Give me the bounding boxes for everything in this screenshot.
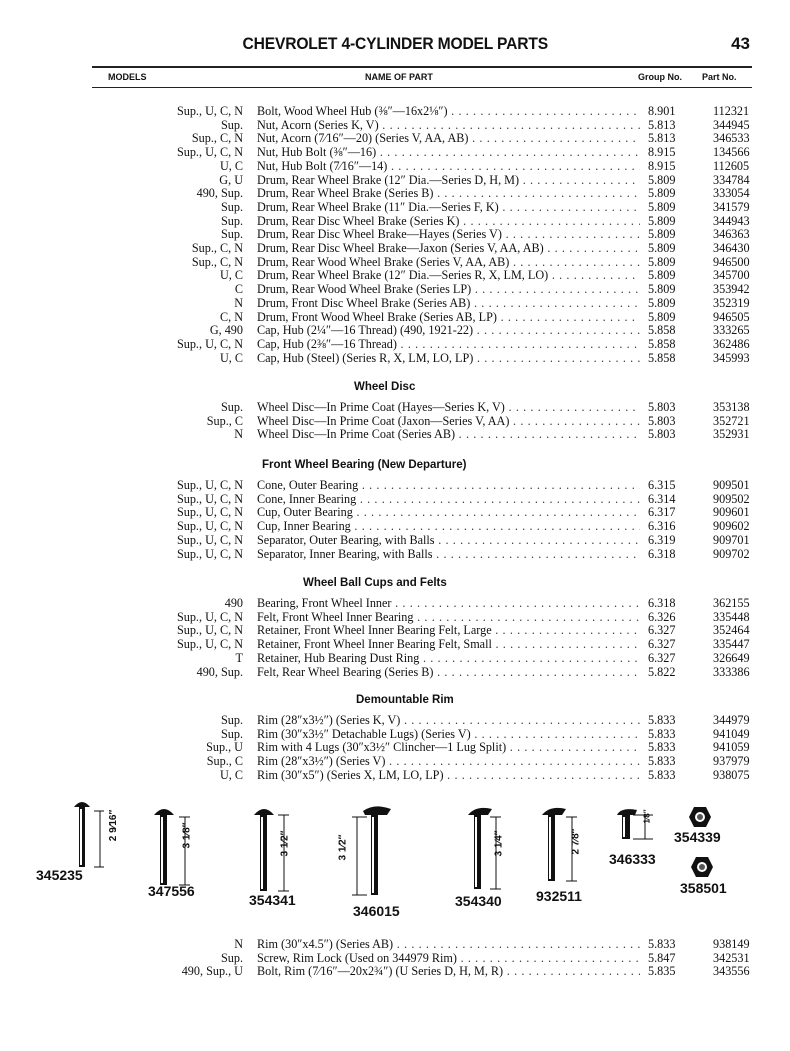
figure-dimension: 2 9⁄16″	[108, 809, 120, 842]
table-row	[100, 338, 760, 351]
section-heading: Front Wheel Bearing (New Departure)	[262, 459, 467, 471]
part-name-cell: Drum, Rear Wheel Brake (12″ Dia.—Series D, H, M) . . .	[257, 174, 640, 187]
table-row	[100, 105, 760, 118]
models-cell: Sup., U, C, N	[176, 336, 243, 351]
column-header-models: MODELS	[108, 72, 147, 82]
table-row	[100, 415, 760, 428]
part-number-cell: 341579	[713, 199, 750, 214]
table-row	[100, 624, 760, 637]
group-number-cell: 5.809	[648, 295, 676, 310]
models-cell: Sup., C, N	[191, 131, 243, 146]
part-number-cell: 353138	[713, 400, 750, 414]
table-row	[100, 324, 760, 337]
part-name-cell: Cup, Outer Bearing . . .	[257, 506, 640, 519]
table-row	[100, 952, 760, 965]
table-row	[100, 297, 760, 310]
page-title-text: CHEVROLET 4-CYLINDER MODEL PARTS	[242, 34, 548, 53]
models-cell: Sup.	[220, 199, 243, 214]
section-heading: Wheel Disc	[354, 381, 416, 393]
group-number-cell: 5.858	[648, 350, 676, 365]
part-name-cell: Rim (28″x3½″) (Series K, V) . . .	[257, 714, 640, 727]
group-number-cell: 5.803	[648, 427, 676, 442]
part-number-cell: 326649	[713, 650, 750, 665]
table-row	[100, 520, 760, 533]
models-cell: 490, Sup., U	[181, 964, 243, 979]
part-name-cell: Screw, Rim Lock (Used on 344979 Rim) . . .	[257, 952, 640, 965]
models-cell: T	[235, 650, 243, 665]
part-name-cell: Rim (30″x5″) (Series X, LM, LO, LP) . . .	[257, 769, 640, 782]
group-number-cell: 6.316	[648, 519, 676, 534]
models-cell: Sup., C	[206, 413, 243, 428]
group-number-cell: 5.809	[648, 199, 676, 214]
group-number-cell: 5.835	[648, 964, 676, 979]
group-number-cell: 5.809	[648, 186, 676, 201]
part-name-cell: Retainer, Hub Bearing Dust Ring . . .	[257, 652, 640, 665]
group-number-cell: 6.327	[648, 650, 676, 665]
table-row	[100, 534, 760, 547]
models-cell: Sup., U, C, N	[176, 519, 243, 534]
table-row	[100, 714, 760, 727]
figure-part-number: 358501	[680, 880, 727, 896]
part-number-cell: 333386	[713, 664, 750, 679]
models-cell: Sup., U, C, N	[176, 505, 243, 520]
models-cell: U, C	[219, 767, 243, 782]
table-row	[100, 652, 760, 665]
table-row	[100, 548, 760, 561]
part-number-cell: 909501	[713, 478, 750, 492]
models-cell: Sup., U, C, N	[176, 623, 243, 638]
part-name-cell: Drum, Rear Disc Wheel Brake (Series K) . . .	[257, 215, 640, 228]
part-name-cell: Bolt, Wood Wheel Hub (⅜″—16x2⅛″) . . .	[257, 105, 640, 118]
table-row	[100, 269, 760, 282]
models-cell: 490, Sup.	[196, 186, 243, 201]
part-number-cell: 112321	[713, 104, 750, 118]
models-cell: Sup., U, C, N	[176, 478, 243, 492]
part-number-cell: 346363	[713, 227, 750, 242]
part-number-cell: 909601	[713, 505, 750, 520]
group-number-cell: 5.833	[648, 740, 676, 755]
part-name-cell: Wheel Disc—In Prime Coat (Series AB) . . .	[257, 428, 640, 441]
part-number-cell: 342531	[713, 950, 750, 965]
part-number-cell: 909702	[713, 546, 750, 561]
models-cell: N	[234, 937, 243, 951]
part-name-cell: Drum, Rear Wheel Brake (Series B) . . .	[257, 187, 640, 200]
models-cell: Sup., U, C, N	[176, 491, 243, 506]
group-number-cell: 6.326	[648, 609, 676, 624]
models-cell: Sup., C, N	[191, 241, 243, 255]
carriage-bolt-icon	[250, 803, 300, 895]
models-cell: Sup., U, C, N	[176, 532, 243, 547]
part-number-cell: 335448	[713, 609, 750, 624]
group-number-cell: 6.315	[648, 478, 676, 492]
table-row	[100, 132, 760, 145]
group-number-cell: 5.833	[648, 726, 676, 741]
figure-part-number: 354340	[455, 893, 502, 909]
column-header-group: Group No.	[638, 72, 682, 82]
table-row	[100, 965, 760, 978]
part-name-cell: Separator, Inner Bearing, with Balls . . .	[257, 548, 640, 561]
group-number-cell: 5.822	[648, 664, 676, 679]
part-number-cell: 334784	[713, 172, 750, 187]
table-row	[100, 728, 760, 741]
part-number-cell: 345993	[713, 350, 750, 365]
part-number-cell: 938149	[713, 937, 750, 951]
step-bolt-icon	[466, 805, 516, 893]
group-number-cell: 5.833	[648, 767, 676, 782]
part-number-cell: 909502	[713, 491, 750, 506]
table-row	[100, 228, 760, 241]
group-number-cell: 6.327	[648, 637, 676, 652]
part-number-cell: 352931	[713, 427, 750, 442]
part-name-cell: Rim (30″x3½″ Detachable Lugs) (Series V) . . .	[257, 728, 640, 741]
table-row	[100, 215, 760, 228]
table-row	[100, 401, 760, 414]
group-number-cell: 5.833	[648, 937, 676, 951]
table-row	[100, 311, 760, 324]
models-cell: N	[234, 295, 243, 310]
table-row	[100, 201, 760, 214]
models-cell: Sup.	[220, 400, 243, 414]
group-number-cell: 6.314	[648, 491, 676, 506]
table-row	[100, 741, 760, 754]
table-row	[100, 187, 760, 200]
group-number-cell: 5.809	[648, 213, 676, 228]
group-number-cell: 8.901	[648, 104, 676, 118]
figure-dimension: 1⁄8″	[642, 809, 652, 824]
part-name-cell: Rim (28″x3½″) (Series V) . . .	[257, 755, 640, 768]
part-number-cell: 941059	[713, 740, 750, 755]
table-row	[100, 146, 760, 159]
group-number-cell: 5.847	[648, 950, 676, 965]
part-number-cell: 362155	[713, 596, 750, 610]
table-row	[100, 938, 760, 951]
part-name-cell: Rim (30″x4.5″) (Series AB) . . .	[257, 938, 640, 951]
table-row	[100, 428, 760, 441]
part-name-cell: Nut, Hub Bolt (7⁄16″—14) . . .	[257, 160, 640, 173]
models-cell: 490, Sup.	[196, 664, 243, 679]
models-cell: 490	[224, 596, 243, 610]
group-number-cell: 5.809	[648, 282, 676, 297]
table-row	[100, 160, 760, 173]
part-name-cell: Retainer, Front Wheel Inner Bearing Felt, Large . . .	[257, 624, 640, 637]
group-number-cell: 5.809	[648, 268, 676, 283]
models-cell: Sup., U, C, N	[176, 637, 243, 652]
part-name-cell: Drum, Rear Wood Wheel Brake (Series V, AA, AB) . . .	[257, 256, 640, 269]
part-name-cell: Cap, Hub (Steel) (Series R, X, LM, LO, LP) . . .	[257, 352, 640, 365]
figure-dimension: 3 1⁄2″	[279, 830, 291, 857]
table-row	[100, 493, 760, 506]
part-name-cell: Separator, Outer Bearing, with Balls . . .	[257, 534, 640, 547]
part-name-cell: Cone, Inner Bearing . . .	[257, 493, 640, 506]
figure-dimension: 2 7⁄8″	[570, 828, 582, 855]
group-number-cell: 5.833	[648, 713, 676, 727]
part-number-cell: 909602	[713, 519, 750, 534]
part-name-cell: Drum, Rear Wood Wheel Brake (Series LP) . . .	[257, 283, 640, 296]
part-name-cell: Drum, Rear Wheel Brake (12″ Dia.—Series R, X, LM, LO) . . .	[257, 269, 640, 282]
part-number-cell: 344943	[713, 213, 750, 228]
figure-dimension: 3 1⁄4″	[493, 830, 505, 857]
part-number-cell: 333265	[713, 323, 750, 338]
group-number-cell: 5.858	[648, 323, 676, 338]
part-number-cell: 352319	[713, 295, 750, 310]
part-number-cell: 346533	[713, 131, 750, 146]
part-name-cell: Drum, Front Wood Wheel Brake (Series AB, LP) . . .	[257, 311, 640, 324]
figure-part-number: 354341	[249, 892, 296, 908]
table-row	[100, 611, 760, 624]
table-row	[100, 352, 760, 365]
table-row	[100, 755, 760, 768]
group-number-cell: 5.809	[648, 241, 676, 255]
models-cell: G, U	[219, 172, 243, 187]
part-name-cell: Cap, Hub (2⅜″—16 Thread) . . .	[257, 338, 640, 351]
part-number-cell: 344979	[713, 713, 750, 727]
part-name-cell: Retainer, Front Wheel Inner Bearing Felt, Small . . .	[257, 638, 640, 651]
part-number-cell: 134566	[713, 145, 750, 160]
models-cell: Sup., U, C, N	[176, 609, 243, 624]
table-row	[100, 638, 760, 651]
group-number-cell: 6.319	[648, 532, 676, 547]
part-name-cell: Drum, Rear Disc Wheel Brake—Jaxon (Series V, AA, AB) . . .	[257, 242, 640, 255]
part-name-cell: Cap, Hub (2¼″—16 Thread) (490, 1921-22) . . .	[257, 324, 640, 337]
group-number-cell: 5.809	[648, 227, 676, 242]
table-row	[100, 479, 760, 492]
table-row	[100, 769, 760, 782]
section-heading: Wheel Ball Cups and Felts	[303, 577, 447, 589]
group-number-cell: 5.803	[648, 413, 676, 428]
figure-part-number: 932511	[536, 888, 582, 904]
table-row	[100, 174, 760, 187]
figure-dimension: 3 1⁄8″	[181, 822, 193, 849]
group-number-cell: 5.803	[648, 400, 676, 414]
models-cell: C	[234, 282, 243, 297]
part-name-cell: Nut, Acorn (Series K, V) . . .	[257, 119, 640, 132]
models-cell: U, C	[219, 158, 243, 173]
part-number-cell: 941049	[713, 726, 750, 741]
table-row	[100, 256, 760, 269]
hex-nut-icon	[688, 806, 712, 828]
figure-part-number: 354339	[674, 829, 721, 845]
models-cell: N	[234, 427, 243, 442]
part-number-cell: 343556	[713, 964, 750, 979]
group-number-cell: 8.915	[648, 158, 676, 173]
figure-part-number: 346015	[353, 903, 400, 919]
section-heading: Demountable Rim	[356, 694, 454, 706]
part-number-cell: 344945	[713, 117, 750, 132]
part-name-cell: Drum, Rear Wheel Brake (11″ Dia.—Series F, K) . . .	[257, 201, 640, 214]
part-number-cell: 345700	[713, 268, 750, 283]
part-name-cell: Bearing, Front Wheel Inner . . .	[257, 597, 640, 610]
figure-part-number: 346333	[609, 851, 656, 867]
part-name-cell: Cup, Inner Bearing . . .	[257, 520, 640, 533]
part-name-cell: Nut, Hub Bolt (⅜″—16) . . .	[257, 146, 640, 159]
table-row	[100, 597, 760, 610]
group-number-cell: 5.809	[648, 172, 676, 187]
step-bolt-icon	[345, 803, 395, 899]
part-number-cell: 333054	[713, 186, 750, 201]
part-number-cell: 352721	[713, 413, 750, 428]
models-cell: C, N	[219, 309, 243, 324]
models-cell: Sup., U	[206, 740, 243, 755]
carriage-bolt-icon	[150, 803, 200, 893]
group-number-cell: 8.915	[648, 145, 676, 160]
part-number-cell: 938075	[713, 767, 750, 782]
part-number-cell: 112605	[713, 158, 750, 173]
short-bolt-icon	[615, 807, 660, 843]
models-cell: Sup., U, C, N	[176, 104, 243, 118]
group-number-cell: 6.318	[648, 546, 676, 561]
part-name-cell: Wheel Disc—In Prime Coat (Hayes—Series K, V) . . .	[257, 401, 640, 414]
models-cell: Sup.	[220, 117, 243, 132]
step-bolt-icon	[540, 805, 590, 887]
group-number-cell: 5.858	[648, 336, 676, 351]
part-name-cell: Wheel Disc—In Prime Coat (Jaxon—Series V, AA) . . .	[257, 415, 640, 428]
models-cell: U, C	[219, 350, 243, 365]
page-number: 43	[731, 34, 750, 53]
models-cell: Sup., U, C, N	[176, 546, 243, 561]
part-name-cell: Cone, Outer Bearing . . .	[257, 479, 640, 492]
models-cell: Sup.	[220, 726, 243, 741]
group-number-cell: 5.809	[648, 254, 676, 269]
column-header-name: NAME OF PART	[365, 72, 433, 82]
part-name-cell: Nut, Acorn (7⁄16″—20) (Series V, AA, AB) . . .	[257, 132, 640, 145]
part-number-cell: 362486	[713, 336, 750, 351]
figure-part-number: 347556	[148, 883, 195, 899]
models-cell: Sup.	[220, 950, 243, 965]
models-cell: Sup.	[220, 713, 243, 727]
part-number-cell: 909701	[713, 532, 750, 547]
models-cell: U, C	[219, 268, 243, 283]
models-cell: Sup.	[220, 213, 243, 228]
part-number-cell: 946505	[713, 309, 750, 324]
group-number-cell: 5.809	[648, 309, 676, 324]
group-number-cell: 6.327	[648, 623, 676, 638]
table-row	[100, 283, 760, 296]
column-header-part: Part No.	[702, 72, 737, 82]
part-name-cell: Felt, Rear Wheel Bearing (Series B) . . .	[257, 666, 640, 679]
part-name-cell: Drum, Front Disc Wheel Brake (Series AB) . . .	[257, 297, 640, 310]
page-title	[32, 34, 759, 54]
table-row	[100, 506, 760, 519]
models-cell: Sup.	[220, 227, 243, 242]
models-cell: Sup., C	[206, 754, 243, 769]
models-cell: Sup., C, N	[191, 254, 243, 269]
models-cell: Sup., U, C, N	[176, 145, 243, 160]
table-row	[100, 666, 760, 679]
part-number-cell: 346430	[713, 241, 750, 255]
part-name-cell: Drum, Rear Disc Wheel Brake—Hayes (Series V) . . .	[257, 228, 640, 241]
models-cell: G, 490	[209, 323, 243, 338]
part-number-cell: 946500	[713, 254, 750, 269]
header-rule-top	[92, 66, 752, 68]
group-number-cell: 6.317	[648, 505, 676, 520]
part-name-cell: Felt, Front Wheel Inner Bearing . . .	[257, 611, 640, 624]
group-number-cell: 6.318	[648, 596, 676, 610]
part-number-cell: 353942	[713, 282, 750, 297]
group-number-cell: 5.813	[648, 131, 676, 146]
part-number-cell: 335447	[713, 637, 750, 652]
header-rule-bottom	[92, 87, 752, 88]
group-number-cell: 5.833	[648, 754, 676, 769]
table-row	[100, 242, 760, 255]
figure-dimension: 3 1⁄2″	[337, 834, 349, 861]
figure-part-number: 345235	[36, 867, 83, 883]
hex-nut-icon	[690, 856, 714, 878]
group-number-cell: 5.813	[648, 117, 676, 132]
part-name-cell: Rim with 4 Lugs (30″x3½″ Clincher—1 Lug Split) . . .	[257, 741, 640, 754]
part-number-cell: 937979	[713, 754, 750, 769]
part-number-cell: 352464	[713, 623, 750, 638]
part-name-cell: Bolt, Rim (7⁄16″—20x2¾″) (U Series D, H, M, R) . . .	[257, 965, 640, 978]
table-row	[100, 119, 760, 132]
